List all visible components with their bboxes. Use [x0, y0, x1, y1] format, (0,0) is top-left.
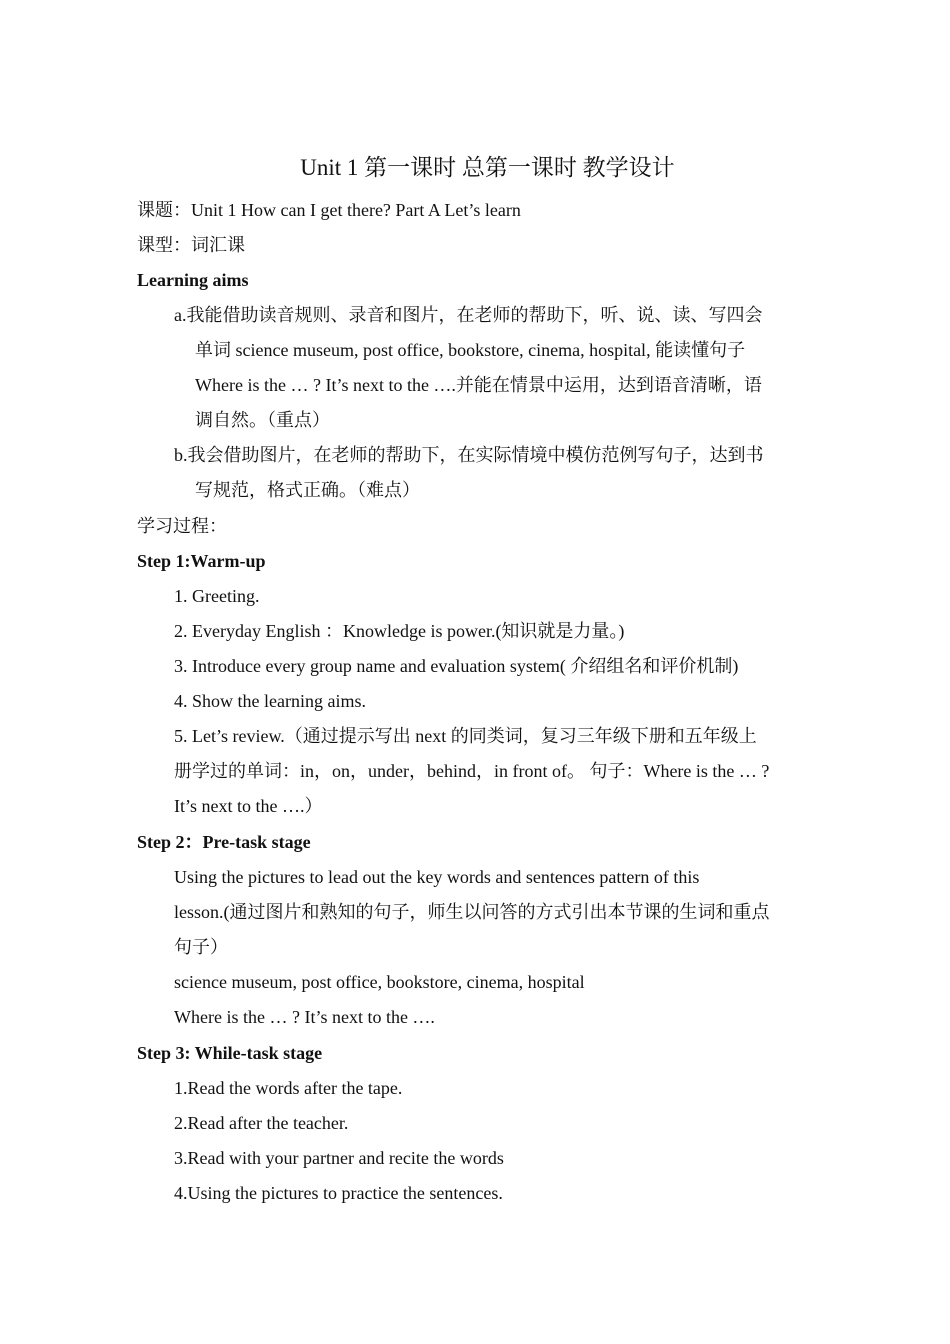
step1-item: 1. Greeting.: [174, 586, 260, 606]
process-heading: 学习过程：: [137, 516, 227, 536]
step2-heading: Step 2：Pre-task stage: [137, 832, 311, 852]
aim-a-line-2: 单词 science museum, post office, bookstore, cinema, hospital, 能读懂句子: [195, 340, 746, 360]
step1-item: It’s next to the ….）: [174, 796, 323, 816]
step1-item: 册学过的单词：in，on，under，behind，in front of。 句子：Where is the … ?: [174, 761, 770, 781]
lesson-type: 课型：词汇课: [137, 235, 245, 255]
aim-a-line-1: a.我能借助读音规则、录音和图片，在老师的帮助下，听、说、读、写四会: [174, 305, 763, 325]
step2-item: Using the pictures to lead out the key words and sentences pattern of this: [174, 867, 700, 887]
step3-item: 3.Read with your partner and recite the words: [174, 1148, 504, 1168]
aim-a-line-3: Where is the … ? It’s next to the ….并能在情景中运用，达到语音清晰，语: [195, 375, 762, 395]
aim-b-line-2: 写规范，格式正确。（难点）: [195, 480, 420, 500]
step3-item: 4.Using the pictures to practice the sentences.: [174, 1183, 503, 1203]
step1-item: 4. Show the learning aims.: [174, 691, 366, 711]
step3-item: 2.Read after the teacher.: [174, 1113, 349, 1133]
step1-heading: Step 1:Warm-up: [137, 551, 266, 571]
step3-heading: Step 3: While-task stage: [137, 1043, 323, 1063]
step2-item: 句子）: [174, 937, 228, 957]
document-title: Unit 1 第一课时 总第一课时 教学设计: [300, 155, 675, 180]
step1-item: 3. Introduce every group name and evaluation system( 介绍组名和评价机制): [174, 656, 739, 676]
step2-item: Where is the … ? It’s next to the ….: [174, 1007, 435, 1027]
lesson-topic: 课题：Unit 1 How can I get there? Part A Let’s learn: [137, 200, 521, 220]
step2-item: science museum, post office, bookstore, cinema, hospital: [174, 972, 585, 992]
step1-item: 2. Everyday English ：Knowledge is power.(知识就是力量。): [174, 621, 625, 641]
aim-a-line-4: 调自然。（重点）: [195, 410, 330, 430]
step2-item: lesson.(通过图片和熟知的句子，师生以问答的方式引出本节课的生词和重点: [174, 902, 770, 922]
aim-b-line-1: b.我会借助图片，在老师的帮助下，在实际情境中模仿范例写句子，达到书: [174, 445, 764, 465]
step3-item: 1.Read the words after the tape.: [174, 1078, 403, 1098]
step1-item: 5. Let’s review.（通过提示写出 next 的同类词，复习三年级下册和五年级上: [174, 726, 757, 746]
learning-aims-heading: Learning aims: [137, 270, 249, 290]
